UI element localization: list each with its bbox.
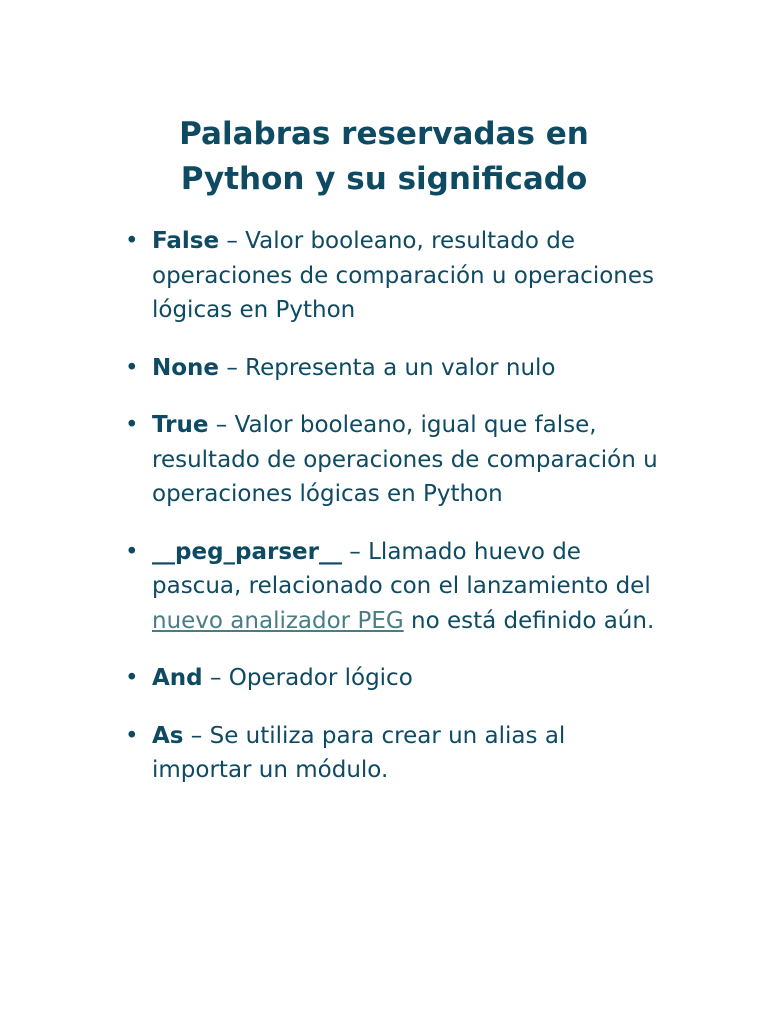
bullet-icon: • xyxy=(125,228,139,254)
list-item-false xyxy=(125,224,672,328)
list-item-as xyxy=(125,719,672,788)
bullet-icon: • xyxy=(125,665,139,691)
bullet-icon: • xyxy=(125,538,139,565)
keyword-term: __peg_parser__ xyxy=(152,538,342,565)
keyword-term: And xyxy=(152,665,203,691)
keyword-description: – Operador lógico xyxy=(202,665,413,691)
keyword-description-end: no está definido aún. xyxy=(403,607,655,634)
keyword-term: False xyxy=(152,228,220,254)
keyword-term: As xyxy=(152,722,184,749)
keyword-description: – Representa a un valor nulo xyxy=(219,354,556,381)
list-item-peg-parser xyxy=(125,535,672,639)
list-item-none xyxy=(125,351,672,386)
keyword-description: – Valor booleano, resultado de operaciones de comparación u operaciones lógicas en Python xyxy=(152,228,655,323)
bullet-icon: • xyxy=(125,722,139,749)
list-item-and xyxy=(125,661,672,696)
keyword-term: True xyxy=(152,412,209,438)
keyword-description-start: – Llamado huevo de pascua, relacionado con el lanzamiento del xyxy=(152,538,651,599)
keyword-term: None xyxy=(152,354,220,381)
peg-analyzer-link[interactable]: nuevo analizador PEG xyxy=(152,607,404,634)
keyword-description: – Se utiliza para crear un alias al importar un módulo. xyxy=(152,722,566,783)
list-item-true xyxy=(125,408,672,512)
keyword-description: – Valor booleano, igual que false, resultado de operaciones de comparación u operaciones lógicas en Python xyxy=(152,412,658,507)
page-title xyxy=(0,112,768,202)
bullet-icon: • xyxy=(125,354,139,381)
page-title-line-1: Palabras reservadas en xyxy=(179,116,589,152)
keyword-list xyxy=(125,224,672,811)
bullet-icon: • xyxy=(125,412,139,438)
page-title-line-2: Python y su significado xyxy=(180,161,588,197)
